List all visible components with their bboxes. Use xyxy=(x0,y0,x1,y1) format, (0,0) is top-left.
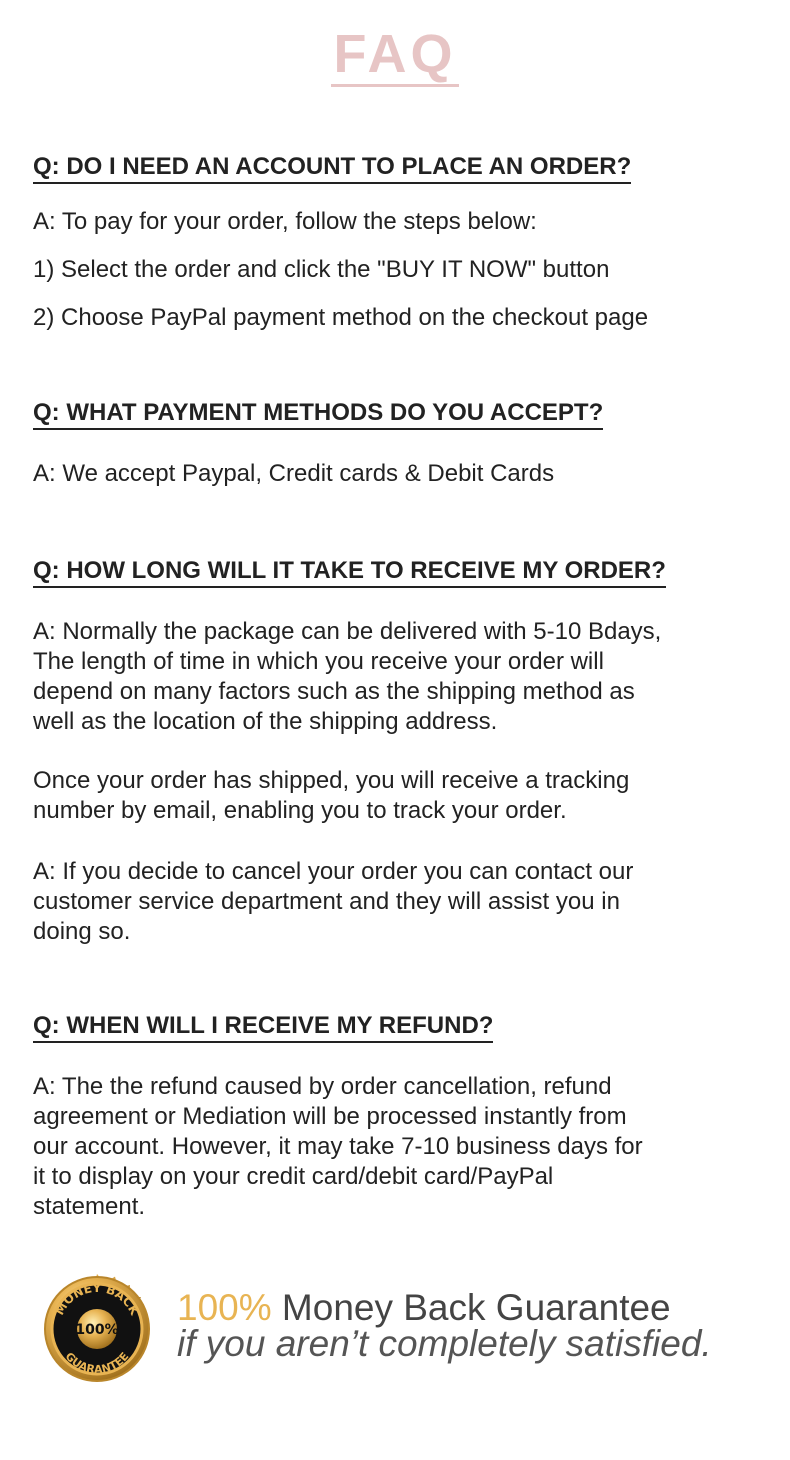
faq-answer-line: The length of time in which you receive your order will xyxy=(33,648,604,675)
faq-answer-line: A: To pay for your order, follow the steps below: xyxy=(33,208,537,235)
seal-bottom-text: GUARANTEE xyxy=(62,1349,132,1377)
faq-answer-line: customer service department and they will assist you in xyxy=(33,888,620,915)
guarantee-percent: 100% xyxy=(177,1287,272,1328)
faq-answer-line: A: We accept Paypal, Credit cards & Debit Cards xyxy=(33,460,555,487)
faq-answer-line: it to display on your credit card/debit card/PayPal xyxy=(33,1163,554,1190)
faq-question-delivery: Q: HOW LONG WILL IT TAKE TO RECEIVE MY ORDER? xyxy=(33,556,666,588)
faq-question-refund: Q: WHEN WILL I RECEIVE MY REFUND? xyxy=(33,1011,493,1043)
guarantee-headline xyxy=(177,1288,671,1328)
faq-answer-line: statement. xyxy=(33,1193,146,1220)
money-back-guarantee-banner xyxy=(30,1262,750,1397)
guarantee-headline-text: Money Back Guarantee xyxy=(271,1287,671,1328)
faq-answer-line: agreement or Mediation will be processed instantly from xyxy=(33,1103,627,1130)
seal-top-text: MONEY BACK xyxy=(52,1280,142,1318)
page-title: FAQ xyxy=(331,26,458,87)
faq-answer-line: number by email, enabling you to track your order. xyxy=(33,797,567,824)
faq-question-account: Q: DO I NEED AN ACCOUNT TO PLACE AN ORDER? xyxy=(33,152,631,184)
faq-answer-line: well as the location of the shipping address. xyxy=(33,708,498,735)
seal-center-text: 100% xyxy=(75,1322,119,1338)
faq-answer-line: A: The the refund caused by order cancellation, refund xyxy=(33,1073,612,1100)
guarantee-subline: if you aren’t completely satisfied. xyxy=(177,1323,712,1364)
money-back-seal-icon xyxy=(30,1262,164,1396)
faq-answer-line: A: Normally the package can be delivered with 5-10 Bdays, xyxy=(33,618,662,645)
faq-question-payment: Q: WHAT PAYMENT METHODS DO YOU ACCEPT? xyxy=(33,398,603,430)
faq-answer-line: our account. However, it may take 7-10 business days for xyxy=(33,1133,643,1160)
faq-answer-line: A: If you decide to cancel your order you can contact our xyxy=(33,858,634,885)
faq-answer-line: depend on many factors such as the shipping method as xyxy=(33,678,635,705)
faq-answer-line: Once your order has shipped, you will receive a tracking xyxy=(33,767,630,794)
faq-answer-line: doing so. xyxy=(33,918,131,945)
faq-answer-line: 1) Select the order and click the "BUY IT NOW" button xyxy=(33,256,610,283)
faq-heading xyxy=(0,26,790,87)
faq-answer-line: 2) Choose PayPal payment method on the checkout page xyxy=(33,304,649,331)
